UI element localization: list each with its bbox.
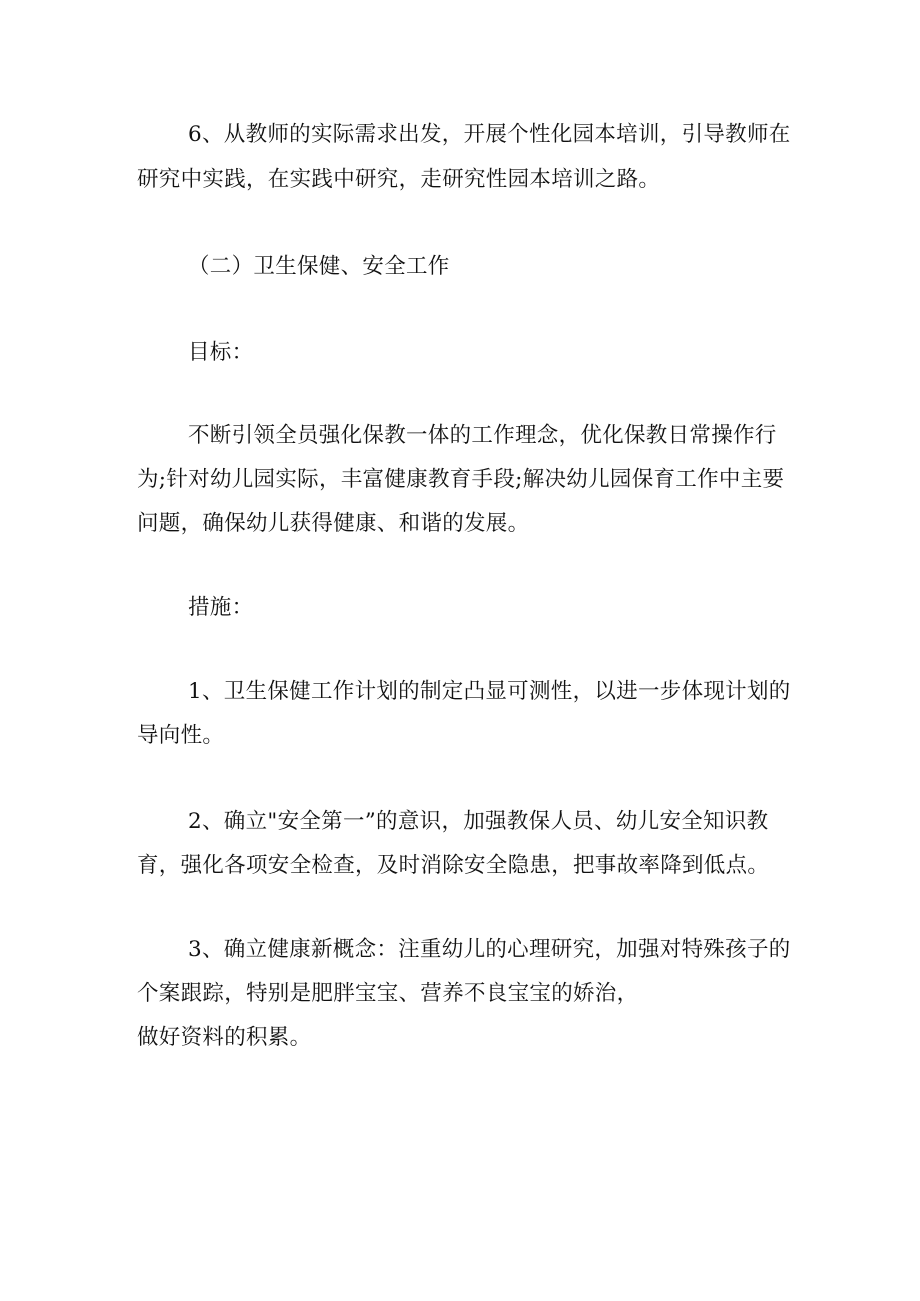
measures-label: 措施： [188,595,254,620]
goal-text-line-2: 为;针对幼儿园实际，丰富健康教育手段;解决幼儿园保育工作中主要 [137,467,785,492]
measure-3-line-2: 个案跟踪，特别是肥胖宝宝、营养不良宝宝的娇治， [137,981,639,1006]
goal-text-line-3: 问题，确保幼儿获得健康、和谐的发展。 [137,511,530,536]
measure-3-line-3: 做好资料的积累。 [137,1025,312,1050]
paragraph-6-line-1: 6、从教师的实际需求出发，开展个性化园本培训，引导教师在 [188,122,791,147]
measure-2-line-1: 2、确立"安全第一”的意识，加强教保人员、幼儿安全知识教 [188,809,769,834]
paragraph-6-line-2: 研究中实践，在实践中研究，走研究性园本培训之路。 [137,167,661,192]
section-heading-hygiene-safety: （二）卫生保健、安全工作 [188,254,450,279]
measure-1-line-1: 1、卫生保健工作计划的制定凸显可测性，以进一步体现计划的 [188,679,791,704]
measure-3-line-1: 3、确立健康新概念：注重幼儿的心理研究，加强对特殊孩子的 [188,937,791,962]
measure-2-line-2: 育，强化各项安全检查，及时消除安全隐患，把事故率降到低点。 [137,853,770,878]
goal-text-line-1: 不断引领全员强化保教一体的工作理念，优化保教日常操作行 [188,423,777,448]
measure-1-line-2: 导向性。 [137,723,225,748]
goal-label: 目标： [188,340,254,365]
